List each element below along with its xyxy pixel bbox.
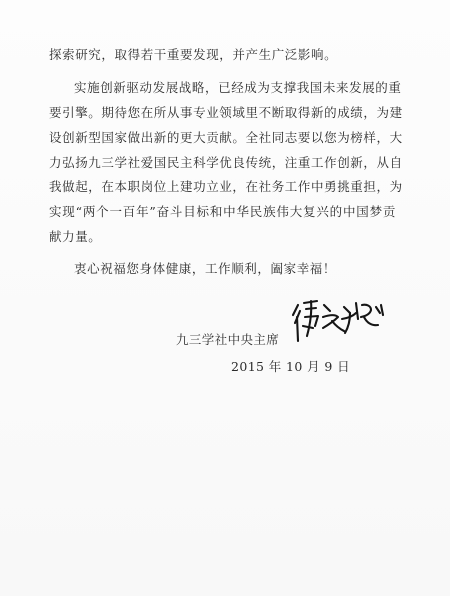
paragraph-line: 实现“两个一百年”奋斗目标和中华民族伟大复兴的中国梦贡 (49, 204, 396, 219)
paragraph-line: 力弘扬九三学社爱国民主科学优良传统，注重工作创新，从自 (49, 155, 403, 170)
paragraph-line: 要引擎。期待您在所从事专业领域里不断取得新的成绩，为建 (49, 105, 403, 120)
paragraph-line: 设创新型国家做出新的更大贡献。全社同志要以您为榜样，大 (49, 130, 403, 145)
handwritten-signature (290, 295, 395, 345)
signatory-title: 九三学社中央主席 (176, 332, 280, 347)
paragraph-line: 我做起，在本职岗位上建功立业，在社务工作中勇挑重担，为 (49, 179, 403, 194)
paragraph-line: 献力量。 (49, 229, 102, 244)
paragraph-line: 衷心祝福您身体健康，工作顺利，阖家幸福！ (74, 261, 337, 276)
paragraph-line: 探索研究，取得若干重要发现，并产生广泛影响。 (49, 47, 338, 62)
letter-date: 2015 年 10 月 9 日 (231, 359, 351, 374)
paragraph-line: 实施创新驱动发展战略，已经成为支撑我国未来发展的重 (74, 80, 402, 95)
